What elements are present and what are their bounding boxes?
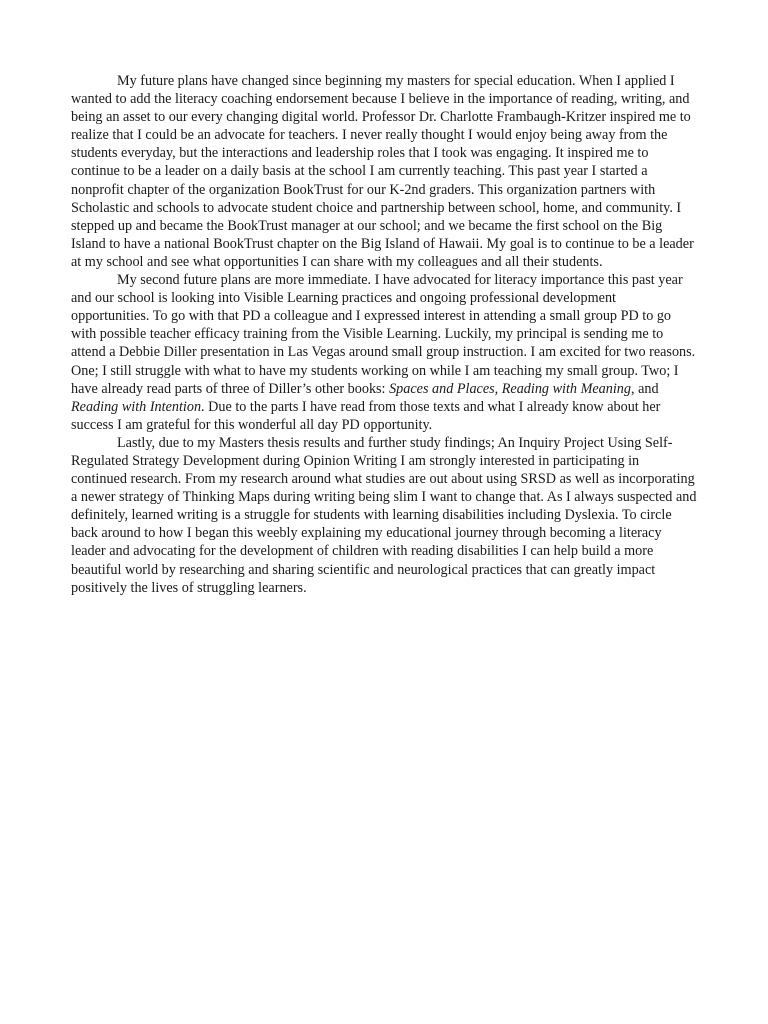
separator: , bbox=[494, 380, 502, 397]
document-body bbox=[71, 72, 697, 597]
paragraph-lastly bbox=[71, 434, 697, 597]
separator: , and bbox=[631, 380, 659, 397]
paragraph-text: My future plans have changed since beginning my masters for special education. When I applied I wanted to add the literacy coaching endorsement because I believe in the importance of reading, writing, and being an asset to our every changing digital world. Professor Dr. Charlotte Frambaugh-Kritzer inspired me to realize that I could be an advocate for teachers. I never really thought I would enjoy being away from the students everyday, but the interactions and leadership roles that I took was engaging. It inspired me to continue to be a leader on a daily basis at the school I am currently teaching. This past year I started a nonprofit chapter of the organization BookTrust for our K-2nd graders. This organization partners with Scholastic and schools to advocate student choice and partnership between school, home, and community. I stepped up and became the BookTrust manager at our school; and we became the first school on the Big Island to have a national BookTrust chapter on the Big Island of Hawaii. My goal is to continue to be a leader at my school and see what opportunities I can share with my colleagues and all their students. bbox=[71, 73, 694, 270]
book-title-reading-with-intention: Reading with Intention bbox=[71, 398, 202, 415]
paragraph-text: . Due to the parts I have read from those texts and what I already know about her success I am grateful for this wonderful all day PD opportunity. bbox=[71, 398, 661, 433]
book-title-spaces-and-places: Spaces and Places bbox=[389, 380, 495, 397]
book-title-reading-with-meaning: Reading with Meaning bbox=[501, 380, 631, 397]
paragraph-text: My second future plans are more immediate. I have advocated for literacy importance this past year and our school is looking into Visible Learning practices and ongoing professional development opportunities. To go with that PD a colleague and I expressed interest in attending a small group PD to go with possible teacher efficacy training from the Visible Learning. Luckily, my principal is sending me to attend a Debbie Diller presentation in Las Vegas around small group instruction. I am excited for two reasons. One; I still struggle with what to have my students working on while I am teaching my small group. Two; I have already read parts of three of Diller’s other books: bbox=[71, 272, 696, 397]
paragraph-future-plans bbox=[71, 72, 697, 271]
paragraph-second-plans bbox=[71, 271, 697, 434]
paragraph-text: Lastly, due to my Masters thesis results and further study findings; An Inquiry Project Using Self-Regulated Strategy Development during Opinion Writing I am strongly interested in participating in continued research. From my research around what studies are out about using SRSD as well as incorporating a newer strategy of Thinking Maps during writing being slim I want to change that. As I always suspected and definitely, learned writing is a struggle for students with learning disabilities including Dyslexia. To circle back around to how I began this weebly explaining my educational journey through becoming a literacy leader and advocating for the development of children with reading disabilities I can help build a more beautiful world by researching and sharing scientific and neurological practices that can greatly impact positively the lives of struggling learners. bbox=[71, 434, 697, 596]
